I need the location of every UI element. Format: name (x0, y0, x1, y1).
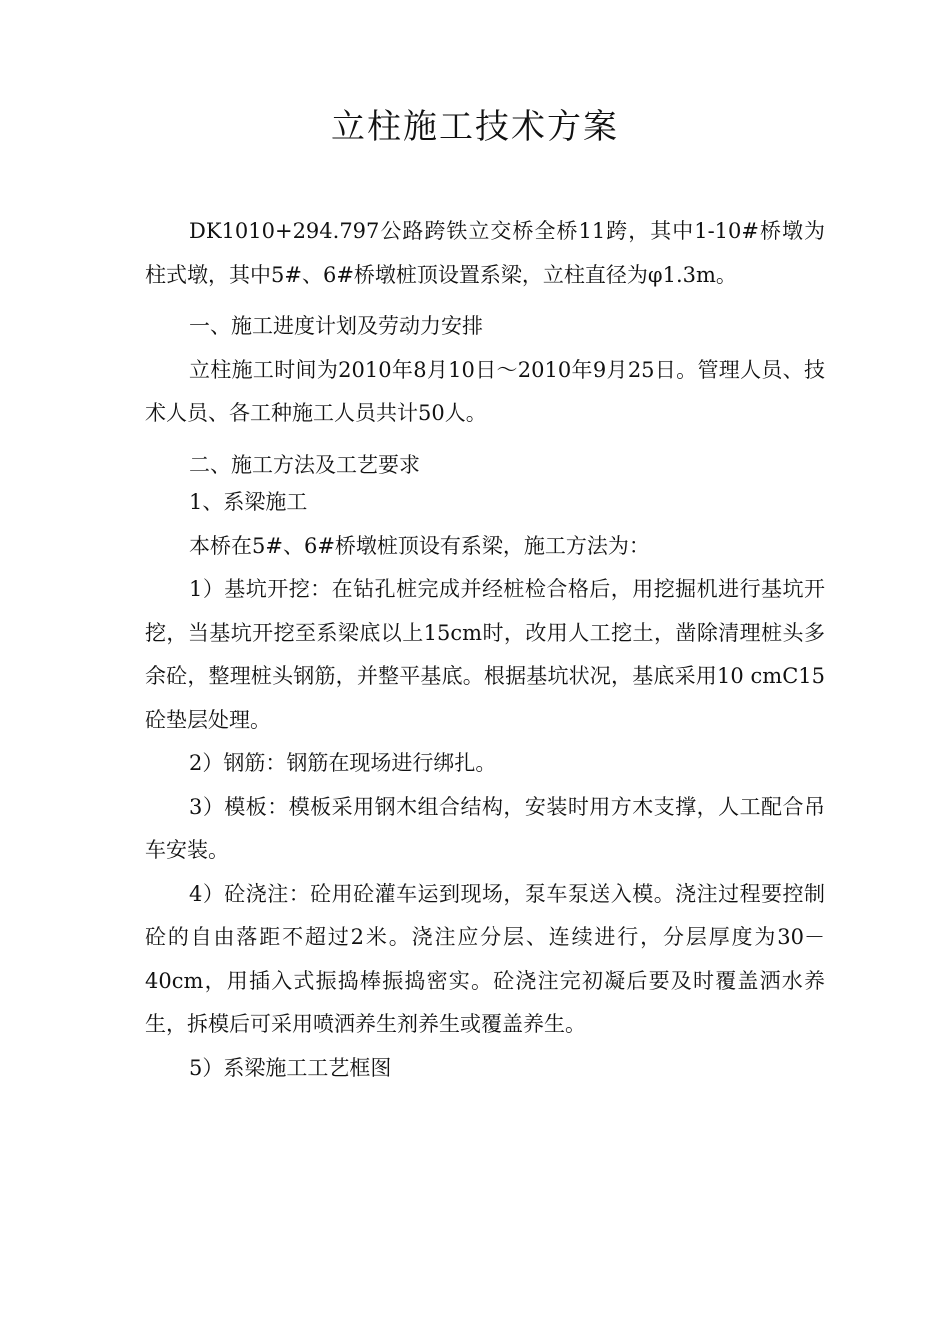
document-title: 立柱施工技术方案 (331, 107, 619, 147)
step-rebar-paragraph: 2）钢筋：钢筋在现场进行绑扎。 (189, 751, 497, 775)
section-heading-schedule: 一、施工进度计划及劳动力安排 (189, 314, 483, 338)
step-concrete-paragraph: 4）砼浇注：砼用砼灌车运到现场，泵车泵送入模。浇注过程要控制砼的自由落距不超过2米。浇注应分层、连续进行，分层厚度为30－40cm，用插入式振捣棒振捣密实。砼浇注完初凝后要及时覆盖洒水养生，拆模后可采用喷洒养生剂养生或覆盖养生。 (145, 881, 825, 1036)
section-heading-method: 二、施工方法及工艺要求 (189, 452, 420, 477)
step-excavation-paragraph: 1）基坑开挖：在钻孔桩完成并经桩检合格后，用挖掘机进行基坑开挖，当基坑开挖至系梁底以上15cm时，改用人工挖土，凿除清理桩头多余砼，整理桩头钢筋，并整平基底。根据基坑状况，基底采用10 cmC15砼垫层处理。 (145, 577, 825, 732)
step-formwork-paragraph: 3）模板：模板采用钢木组合结构，安装时用方木支撑，人工配合吊车安装。 (145, 794, 825, 862)
intro-paragraph: DK1010+294.797公路跨铁立交桥全桥11跨，其中1-10#桥墩为柱式墩，其中5#、6#桥墩桩顶设置系梁，立柱直径为φ1.3m。 (145, 219, 825, 287)
step-flowchart-paragraph: 5）系梁施工工艺框图 (189, 1055, 392, 1080)
subsection-heading-tie-beam: 1、系梁施工 (189, 490, 308, 514)
document-body (145, 210, 825, 1090)
tie-beam-intro-paragraph: 本桥在5#、6#桥墩桩顶设有系梁，施工方法为： (189, 533, 650, 558)
schedule-paragraph: 立柱施工时间为2010年8月10日～2010年9月25日。管理人员、技术人员、各工种施工人员共计50人。 (145, 357, 825, 425)
